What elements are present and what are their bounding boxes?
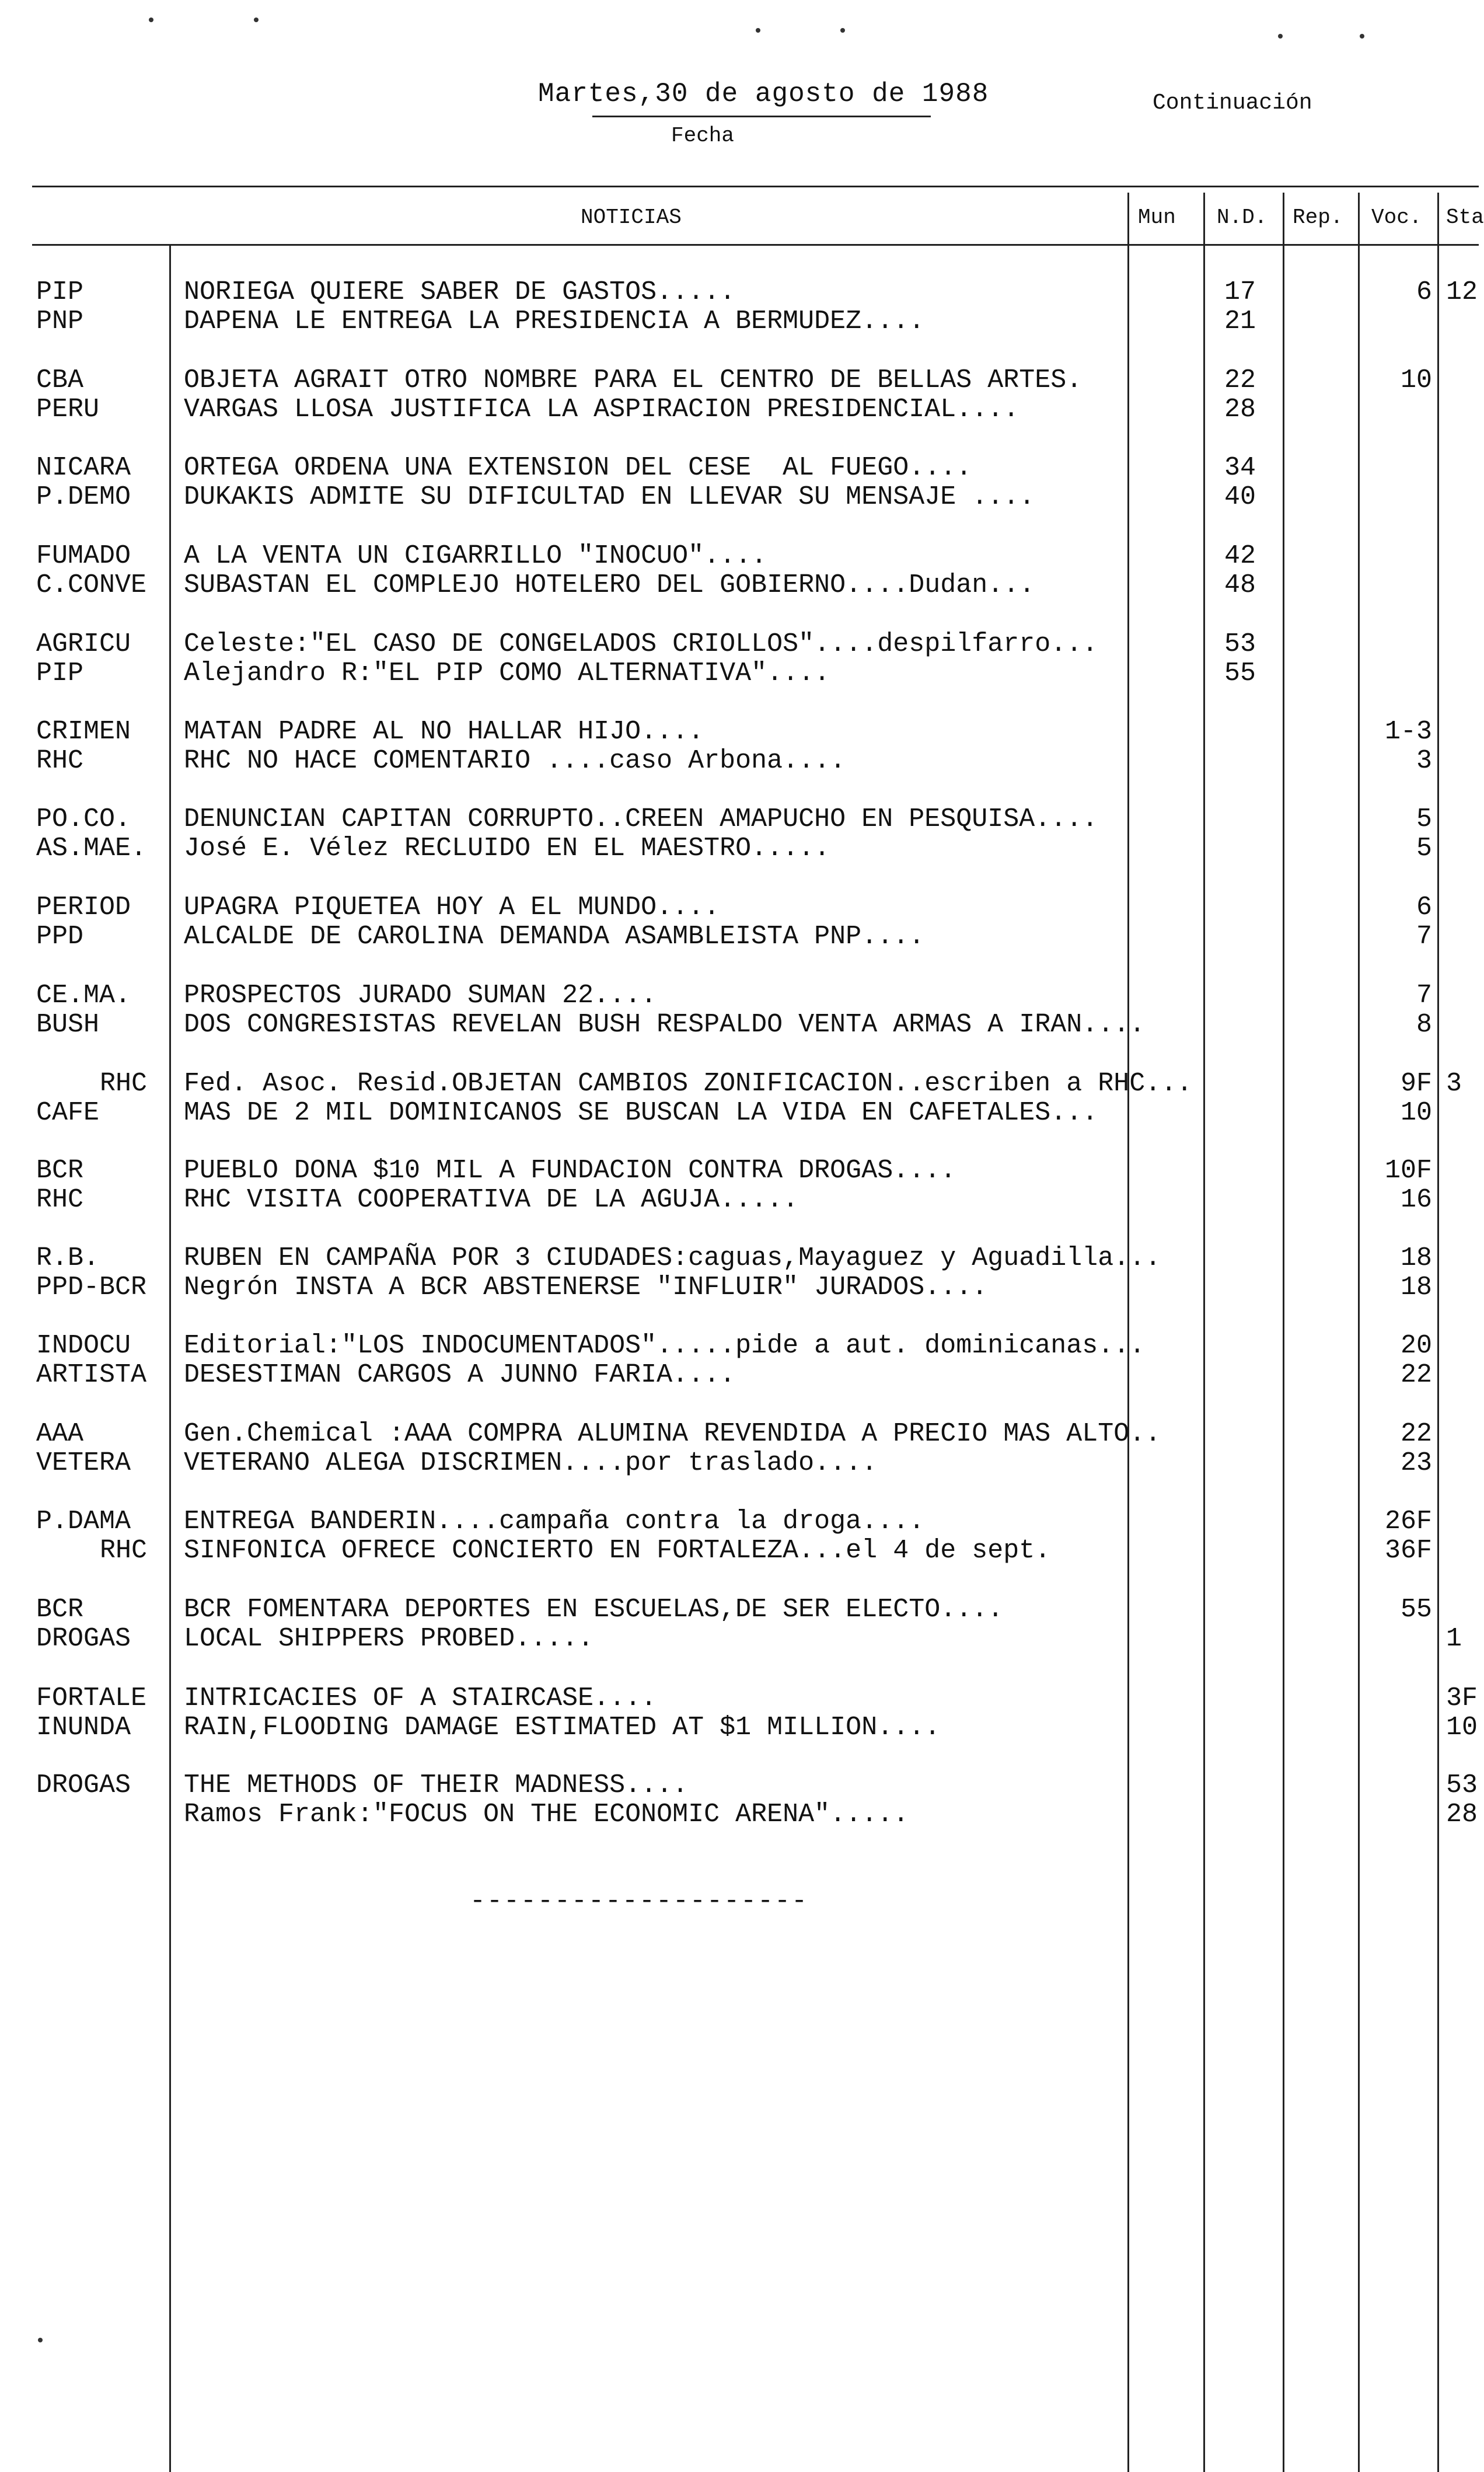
section-code: PO.CO.	[36, 804, 131, 834]
headline: RAIN,FLOODING DAMAGE ESTIMATED AT $1 MILLION....	[184, 1713, 941, 1742]
scan-speck	[1360, 34, 1364, 39]
headline: Alejandro R:"EL PIP COMO ALTERNATIVA"....	[184, 658, 830, 688]
section-code: PERIOD	[36, 892, 131, 922]
section-code: R.B.	[36, 1243, 100, 1273]
col-header-voc: Voc.	[1371, 205, 1422, 229]
table-row	[0, 1360, 1479, 1389]
voc-page: 7	[1416, 981, 1432, 1010]
table-row	[0, 1098, 1479, 1127]
voc-page: 55	[1400, 1595, 1432, 1624]
col-header-mun: Mun	[1138, 205, 1176, 229]
table-row	[0, 1770, 1479, 1800]
voc-page: 8	[1416, 1010, 1432, 1040]
voc-page: 18	[1400, 1272, 1432, 1302]
nd-page: 53	[1224, 629, 1256, 659]
headline: A LA VENTA UN CIGARRILLO "INOCUO"....	[184, 541, 767, 571]
scan-speck	[840, 28, 845, 33]
headline: MAS DE 2 MIL DOMINICANOS SE BUSCAN LA VIDA EN CAFETALES...	[184, 1098, 1098, 1128]
section-code: PIP	[36, 658, 84, 688]
section-code: PIP	[36, 277, 84, 307]
headline: Gen.Chemical :AAA COMPRA ALUMINA REVENDIDA A PRECIO MAS ALTO..	[184, 1419, 1161, 1449]
table-row	[0, 1595, 1479, 1624]
headline: THE METHODS OF THEIR MADNESS....	[184, 1770, 689, 1800]
headline: Ramos Frank:"FOCUS ON THE ECONOMIC ARENA".....	[184, 1800, 909, 1829]
col-header-sta: Sta	[1446, 205, 1484, 229]
scan-speck	[38, 2338, 43, 2342]
headline: VARGAS LLOSA JUSTIFICA LA ASPIRACION PRESIDENCIAL....	[184, 395, 1019, 424]
voc-page: 9F	[1400, 1069, 1432, 1099]
table-row	[0, 1507, 1479, 1536]
table-row	[0, 1624, 1479, 1653]
table-row	[0, 629, 1479, 658]
headline: BCR FOMENTARA DEPORTES EN ESCUELAS,DE SER ELECTO....	[184, 1595, 1004, 1624]
section-code: PERU	[36, 395, 100, 424]
table-row	[0, 1272, 1479, 1302]
section-code: BCR	[36, 1156, 84, 1186]
section-code: BUSH	[36, 1010, 100, 1040]
table-row	[0, 834, 1479, 863]
section-code: P.DEMO	[36, 482, 131, 512]
table-row	[0, 1536, 1479, 1565]
headline: RHC VISITA COOPERATIVA DE LA AGUJA.....	[184, 1185, 799, 1215]
section-code: RHC	[36, 1185, 84, 1215]
headline: DAPENA LE ENTREGA LA PRESIDENCIA A BERMUDEZ....	[184, 306, 925, 336]
sta-page: 3F	[1446, 1683, 1478, 1713]
table-row	[0, 1419, 1479, 1448]
section-code: BCR	[36, 1595, 84, 1624]
section-code: PPD-BCR	[36, 1272, 147, 1302]
table-row	[0, 453, 1479, 482]
voc-page: 10	[1400, 1098, 1432, 1128]
headline: DESESTIMAN CARGOS A JUNNO FARIA....	[184, 1360, 736, 1390]
sta-page: 53	[1446, 1770, 1478, 1800]
headline: UPAGRA PIQUETEA HOY A EL MUNDO....	[184, 892, 720, 922]
headline: PUEBLO DONA $10 MIL A FUNDACION CONTRA DROGAS....	[184, 1156, 956, 1186]
table-row	[0, 658, 1479, 688]
table-row	[0, 981, 1479, 1010]
sta-page: 3	[1446, 1069, 1462, 1099]
voc-page: 18	[1400, 1243, 1432, 1273]
nd-page: 17	[1224, 277, 1256, 307]
table-row	[0, 746, 1479, 775]
table-row	[0, 541, 1479, 570]
sta-page: 12	[1446, 277, 1478, 307]
scan-speck	[756, 28, 760, 33]
table-row	[0, 892, 1479, 922]
table-row	[0, 1713, 1479, 1742]
section-code: AGRICU	[36, 629, 131, 659]
nd-page: 42	[1224, 541, 1256, 571]
nd-page: 21	[1224, 306, 1256, 336]
nd-page: 55	[1224, 658, 1256, 688]
voc-page: 26F	[1384, 1507, 1432, 1536]
table-row	[0, 1185, 1479, 1214]
nd-page: 28	[1224, 395, 1256, 424]
voc-page: 6	[1416, 277, 1432, 307]
section-code: CAFE	[36, 1098, 100, 1128]
sta-page: 28	[1446, 1800, 1478, 1829]
section-code: CBA	[36, 365, 84, 395]
voc-page: 20	[1400, 1331, 1432, 1361]
table-row	[0, 395, 1479, 424]
col-header-news: NOTICIAS	[581, 205, 682, 229]
headline: DENUNCIAN CAPITAN CORRUPTO..CREEN AMAPUCHO EN PESQUISA....	[184, 804, 1098, 834]
headline: DUKAKIS ADMITE SU DIFICULTAD EN LLEVAR SU MENSAJE ....	[184, 482, 1035, 512]
section-code: RHC	[36, 746, 84, 776]
table-row	[0, 277, 1479, 306]
section-code: C.CONVE	[36, 570, 147, 600]
report-date: Martes,30 de agosto de 1988	[538, 79, 989, 109]
table-row	[0, 570, 1479, 599]
voc-page: 22	[1400, 1419, 1432, 1449]
headline: Celeste:"EL CASO DE CONGELADOS CRIOLLOS"....despilfarro...	[184, 629, 1098, 659]
headline: RHC NO HACE COMENTARIO ....caso Arbona....	[184, 746, 846, 776]
section-code: DROGAS	[36, 1624, 131, 1654]
section-code: AAA	[36, 1419, 84, 1449]
voc-page: 5	[1416, 804, 1432, 834]
voc-page: 7	[1416, 922, 1432, 951]
table-row	[0, 1243, 1479, 1272]
section-code: RHC	[99, 1536, 147, 1566]
end-rule: --------------------	[470, 1887, 809, 1916]
section-code: VETERA	[36, 1448, 131, 1478]
table-row	[0, 1800, 1479, 1829]
voc-page: 6	[1416, 892, 1432, 922]
section-code: PPD	[36, 922, 84, 951]
headline: OBJETA AGRAIT OTRO NOMBRE PARA EL CENTRO DE BELLAS ARTES.	[184, 365, 1083, 395]
table-row	[0, 717, 1479, 746]
scan-speck	[149, 18, 153, 22]
table-row	[0, 1010, 1479, 1039]
voc-page: 22	[1400, 1360, 1432, 1390]
voc-page: 10F	[1384, 1156, 1432, 1186]
section-code: CRIMEN	[36, 717, 131, 747]
section-code: AS.MAE.	[36, 834, 147, 863]
voc-page: 1-3	[1384, 717, 1432, 747]
section-code: DROGAS	[36, 1770, 131, 1800]
section-code: ARTISTA	[36, 1360, 147, 1390]
section-code: FUMADO	[36, 541, 131, 571]
headline: ALCALDE DE CAROLINA DEMANDA ASAMBLEISTA PNP....	[184, 922, 925, 951]
voc-page: 23	[1400, 1448, 1432, 1478]
headline: SINFONICA OFRECE CONCIERTO EN FORTALEZA...el 4 de sept.	[184, 1536, 1051, 1566]
headline: ENTREGA BANDERIN....campaña contra la droga....	[184, 1507, 925, 1536]
section-code: PNP	[36, 306, 84, 336]
voc-page: 16	[1400, 1185, 1432, 1215]
section-code: CE.MA.	[36, 981, 131, 1010]
headline: LOCAL SHIPPERS PROBED.....	[184, 1624, 594, 1654]
voc-page: 3	[1416, 746, 1432, 776]
sta-page: 1	[1446, 1624, 1462, 1654]
voc-page: 36F	[1384, 1536, 1432, 1566]
table-row	[0, 1069, 1479, 1098]
table-row	[0, 1331, 1479, 1360]
voc-page: 10	[1400, 365, 1432, 395]
section-code: RHC	[99, 1069, 147, 1099]
col-header-rep: Rep.	[1293, 205, 1343, 229]
headline: SUBASTAN EL COMPLEJO HOTELERO DEL GOBIERNO....Dudan...	[184, 570, 1035, 600]
scan-speck	[254, 18, 259, 22]
section-code: FORTALE	[36, 1683, 147, 1713]
headline: RUBEN EN CAMPAÑA POR 3 CIUDADES:caguas,Mayaguez y Aguadilla...	[184, 1243, 1161, 1273]
headline: DOS CONGRESISTAS REVELAN BUSH RESPALDO VENTA ARMAS A IRAN....	[184, 1010, 1146, 1040]
headline: VETERANO ALEGA DISCRIMEN....por traslado....	[184, 1448, 878, 1478]
table-row	[0, 482, 1479, 511]
continuation-label: Continuación	[1153, 90, 1312, 116]
headline: INTRICACIES OF A STAIRCASE....	[184, 1683, 657, 1713]
section-code: INDOCU	[36, 1331, 131, 1361]
headline: ORTEGA ORDENA UNA EXTENSION DEL CESE AL FUEGO....	[184, 453, 972, 483]
header-bottom-rule	[32, 244, 1479, 246]
headline: NORIEGA QUIERE SABER DE GASTOS.....	[184, 277, 736, 307]
scan-speck	[1278, 34, 1283, 39]
table-top-rule	[32, 186, 1479, 187]
voc-page: 5	[1416, 834, 1432, 863]
section-code: P.DAMA	[36, 1507, 131, 1536]
sta-page: 10	[1446, 1713, 1478, 1742]
nd-page: 48	[1224, 570, 1256, 600]
section-code: NICARA	[36, 453, 131, 483]
table-row	[0, 1156, 1479, 1185]
table-row	[0, 365, 1479, 395]
nd-page: 34	[1224, 453, 1256, 483]
table-row	[0, 804, 1479, 834]
nd-page: 40	[1224, 482, 1256, 512]
headline: MATAN PADRE AL NO HALLAR HIJO....	[184, 717, 704, 747]
table-row	[0, 922, 1479, 951]
headline: PROSPECTOS JURADO SUMAN 22....	[184, 981, 657, 1010]
nd-page: 22	[1224, 365, 1256, 395]
table-row	[0, 306, 1479, 336]
headline: Fed. Asoc. Resid.OBJETAN CAMBIOS ZONIFICACION..escriben a RHC...	[184, 1069, 1193, 1099]
headline: José E. Vélez RECLUIDO EN EL MAESTRO.....	[184, 834, 830, 863]
table-row	[0, 1448, 1479, 1477]
section-code: INUNDA	[36, 1713, 131, 1742]
col-header-nd: N.D.	[1217, 205, 1267, 229]
headline: Negrón INSTA A BCR ABSTENERSE "INFLUIR" JURADOS....	[184, 1272, 988, 1302]
table-row	[0, 1683, 1479, 1713]
headline: Editorial:"LOS INDOCUMENTADOS".....pide a aut. dominicanas...	[184, 1331, 1146, 1361]
date-label: Fecha	[671, 124, 735, 148]
date-underline	[592, 116, 931, 117]
